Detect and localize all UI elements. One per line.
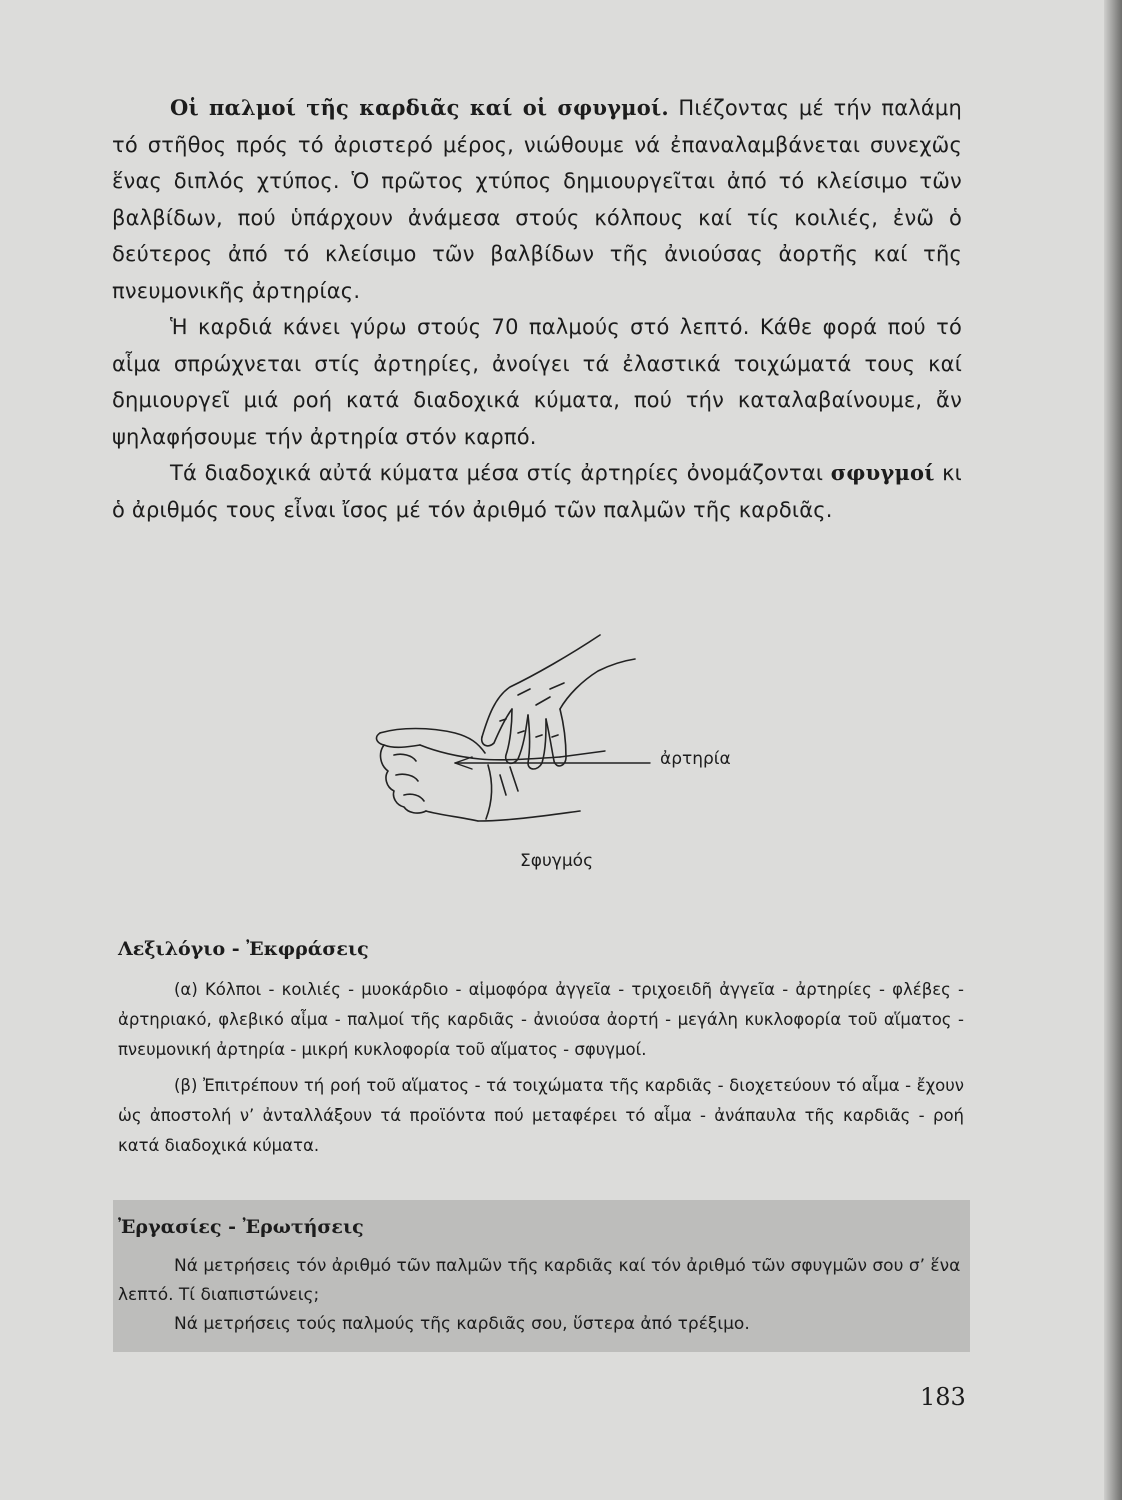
paragraph-pulse-start: Τά διαδοχικά αὐτά κύματα μέσα στίς ἀρτηρίες ὀνομάζονται <box>170 461 831 485</box>
paragraph-pulse-definition <box>112 455 962 528</box>
tasks-heading: Ἐργασίες - Ἐρωτήσεις <box>118 1216 364 1238</box>
vocabulary-heading: Λεξιλόγιο - Ἐκφράσεις <box>118 938 369 960</box>
paragraph-heartbeats <box>112 90 962 309</box>
main-text <box>112 90 962 528</box>
paragraph-heartbeats-text: Πιέζοντας μέ τήν παλάμη τό στῆθος πρός τό ἀριστερό μέρος, νιώθουμε νά ἐπαναλαμβάνεται συνεχῶς ἕνας διπλός χτύπος. Ὁ πρῶτος χτύπος δημιουργεῖται ἀπό τό κλείσιμο τῶν βαλβίδων, πού ὑπάρχουν ἀνάμεσα στούς κόλπους καί τίς κοιλιές, ἐνῶ ὁ δεύτερος ἀπό τό κλείσιμο τῶν βαλβίδων τῆς ἀνιούσας ἀορτῆς καί τῆς πνευμονικῆς ἀρτηρίας. <box>112 96 962 303</box>
paragraph-heading: Οἱ παλμοί τῆς καρδιᾶς καί οἱ σφυγμοί. <box>170 95 669 120</box>
vocabulary-list-a: (α) Κόλποι - κοιλιές - μυοκάρδιο - αἱμοφόρα ἀγγεῖα - τριχοειδῆ ἀγγεῖα - ἀρτηρίες - φλέβες - ἀρτηριακό, φλεβικό αἷμα - παλμοί τῆς καρδιᾶς - ἀνιούσα ἀορτή - μεγάλη κυκλοφορία τοῦ αἵματος - πνευμονική ἀρτηρία - μικρή κυκλοφορία τοῦ αἵματος - σφυγμοί. <box>118 980 964 1059</box>
page-number: 183 <box>920 1383 966 1411</box>
vocabulary-list-b: (β) Ἐπιτρέπουν τή ροή τοῦ αἵματος - τά τοιχώματα τῆς καρδιᾶς - διοχετεύουν τό αἷμα - ἔχουν ὡς ἀποστολή ν’ ἀνταλλάξουν τά προϊόντα πού μεταφέρει τό αἷμα - ἀνάπαυλα τῆς καρδιᾶς - ροή κατά διαδοχικά κύματα. <box>118 1076 964 1155</box>
artery-label: ἀρτηρία <box>660 749 731 769</box>
pulse-illustration <box>360 625 820 875</box>
term-pulse: σφυγμοί <box>830 460 935 485</box>
tasks-box <box>113 1200 970 1352</box>
tasks-list <box>118 1252 963 1339</box>
figure-caption: Σφυγμός <box>520 851 594 871</box>
task-question-1: Νά μετρήσεις τόν ἀριθμό τῶν παλμῶν τῆς καρδιᾶς καί τόν ἀριθμό τῶν σφυγμῶν σου σ’ ἕνα λεπτό. Τί διαπιστώνεις; <box>118 1256 961 1305</box>
vocabulary-section <box>118 975 964 1167</box>
paragraph-pulse-rate: Ἡ καρδιά κάνει γύρω στούς 70 παλμούς στό λεπτό. Κάθε φορά πού τό αἷμα σπρώχνεται στίς ἀρτηρίες, ἀνοίγει τά ἐλαστικά τοιχώματά τους καί δημιουργεῖ μιά ροή κατά διαδοχικά κύματα, πού τήν καταλαβαίνουμε, ἄν ψηλαφήσουμε τήν ἀρτηρία στόν καρπό. <box>112 315 962 449</box>
page-edge-shadow <box>1104 0 1122 1500</box>
paragraph-pulse-end: κι ὁ ἀριθμός τους εἶναι ἴσος μέ τόν ἀριθμό τῶν παλμῶν τῆς καρδιᾶς. <box>112 461 962 522</box>
hand-wrist-drawing <box>360 625 820 875</box>
task-question-2: Νά μετρήσεις τούς παλμούς τῆς καρδιᾶς σου, ὕστερα ἀπό τρέξιμο. <box>174 1314 750 1334</box>
